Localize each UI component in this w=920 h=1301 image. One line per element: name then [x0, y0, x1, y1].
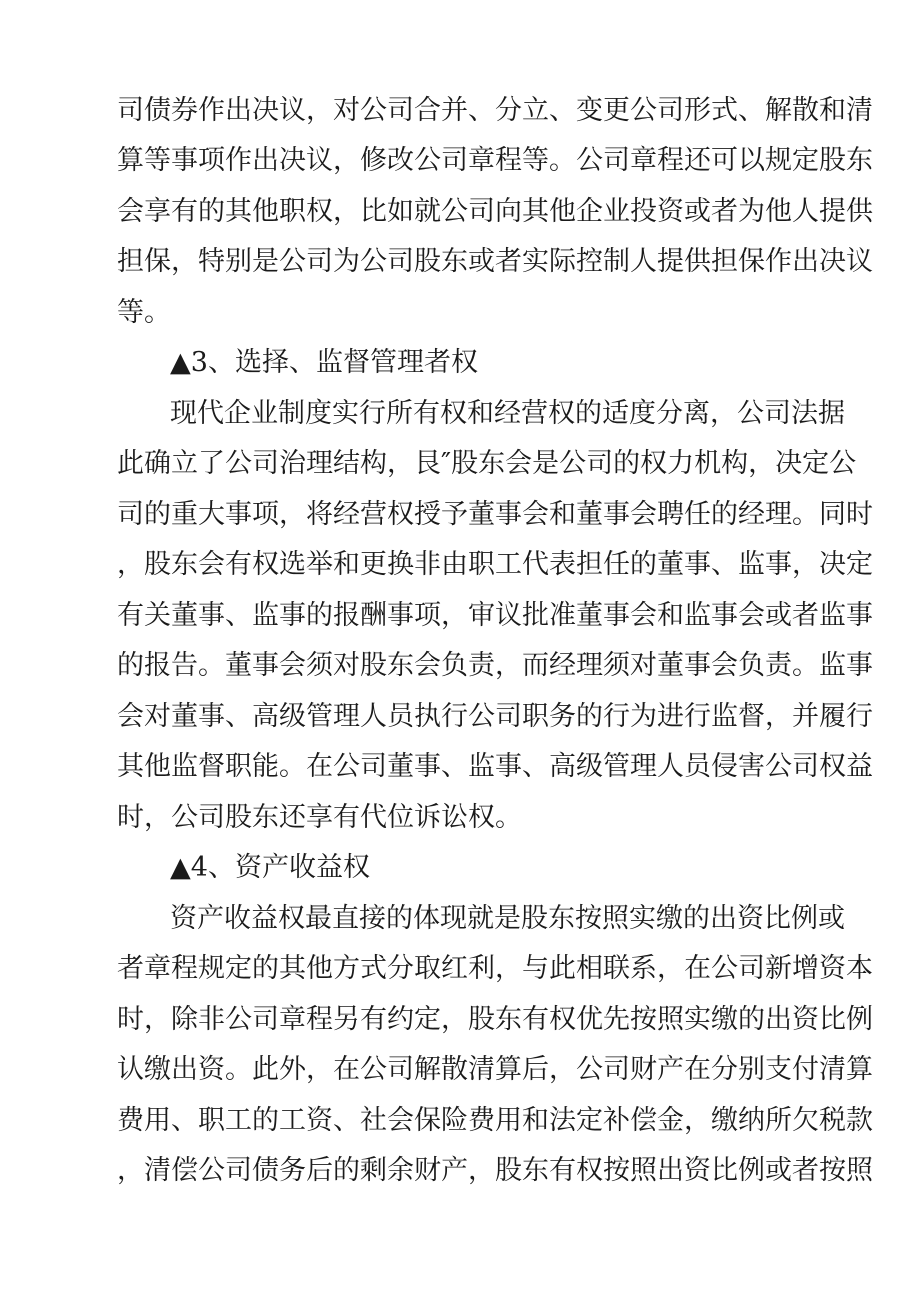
text-line: 算等事项作出决议，修改公司章程等。公司章程还可以规定股东: [117, 145, 873, 176]
text-line: 现代企业制度实行所有权和经营权的适度分离，公司法据: [170, 398, 845, 429]
text-line: 担保，特别是公司为公司股东或者实际控制人提供担保作出决议: [117, 246, 873, 277]
text-line: 等。: [117, 297, 171, 328]
text-line: 的报告。董事会须对股东会负责，而经理须对董事会负责。监事: [117, 650, 873, 681]
section-heading: ▲3、选择、监督管理者权: [170, 347, 478, 378]
text-line: ，清偿公司债务后的剩余财产，股东有权按照出资比例或者按照: [117, 1155, 873, 1186]
text-line: 此确立了公司治理结构，艮″股东会是公司的权力机构，决定公: [117, 448, 857, 479]
section-heading: ▲4、资产收益权: [170, 852, 370, 883]
text-line: 者章程规定的其他方式分取红利，与此相联系，在公司新增资本: [117, 953, 873, 984]
text-line: 司债券作出决议，对公司合并、分立、变更公司形式、解散和清: [117, 95, 873, 126]
text-line: 司的重大事项，将经营权授予董事会和董事会聘任的经理。同时: [117, 499, 873, 530]
text-line: 认缴出资。此外，在公司解散清算后，公司财产在分别支付清算: [117, 1054, 873, 1085]
text-line: 会对董事、高级管理人员执行公司职务的行为进行监督，并履行: [117, 701, 873, 732]
text-line: 费用、职工的工资、社会保险费用和法定补偿金，缴纳所欠税款: [117, 1105, 873, 1136]
text-line: 时，公司股东还享有代位诉讼权。: [117, 802, 522, 833]
text-line: 有关董事、监事的报酬事项，审议批准董事会和监事会或者监事: [117, 600, 873, 631]
text-line: 会享有的其他职权，比如就公司向其他企业投资或者为他人提供: [117, 196, 873, 227]
text-line: ，股东会有权选举和更换非由职工代表担任的董事、监事，决定: [117, 549, 873, 580]
text-line: 时，除非公司章程另有约定，股东有权优先按照实缴的出资比例: [117, 1004, 873, 1035]
text-line: 资产收益权最直接的体现就是股东按照实缴的出资比例或: [170, 903, 845, 934]
text-line: 其他监督职能。在公司董事、监事、高级管理人员侵害公司权益: [117, 751, 873, 782]
